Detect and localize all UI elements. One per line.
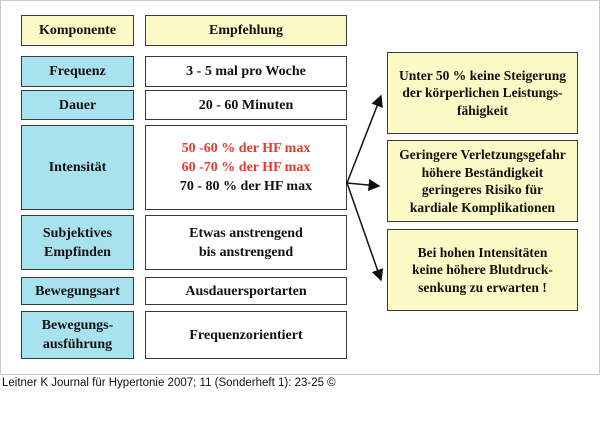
- arrow-to-note-1: [347, 96, 381, 183]
- value-duration: 20 - 60 Minuten: [145, 90, 347, 120]
- label-duration: Dauer: [21, 90, 134, 120]
- value-subjective: Etwas anstrengend bis anstrengend: [145, 215, 347, 270]
- label-subjective: Subjektives Empfinden: [21, 215, 134, 270]
- value-execution: Frequenzorientiert: [145, 311, 347, 359]
- note-low-intensity: Unter 50 % keine Steigerung der körperlichen Leistungs- fähigkeit: [387, 52, 578, 134]
- arrow-to-note-3: [347, 183, 381, 280]
- arrow-to-note-2: [347, 183, 379, 186]
- label-intensity: Intensität: [21, 125, 134, 210]
- note-high-intensity: Bei hohen Intensitäten keine höhere Blutdruck- senkung zu erwarten !: [387, 229, 578, 311]
- value-exercise-type: Ausdauersportarten: [145, 277, 347, 305]
- intensity-line-2: 60 -70 % der HF max: [181, 160, 311, 175]
- intensity-line-3: 70 - 80 % der HF max: [179, 179, 313, 194]
- label-exercise-type: Bewegungsart: [21, 277, 134, 305]
- value-frequency: 3 - 5 mal pro Woche: [145, 56, 347, 87]
- label-execution: Bewegungs- ausführung: [21, 311, 134, 359]
- label-frequency: Frequenz: [21, 56, 134, 87]
- intensity-line-1: 50 -60 % der HF max: [181, 141, 311, 156]
- note-benefits: Geringere Verletzungsgefahr höhere Beständigkeit geringeres Risiko für kardiale Komplikationen: [387, 140, 578, 222]
- header-component: Komponente: [21, 15, 134, 46]
- citation: Leitner K Journal für Hypertonie 2007; 11 (Sonderheft 1): 23-25 ©: [2, 377, 336, 389]
- header-recommendation: Empfehlung: [145, 15, 347, 46]
